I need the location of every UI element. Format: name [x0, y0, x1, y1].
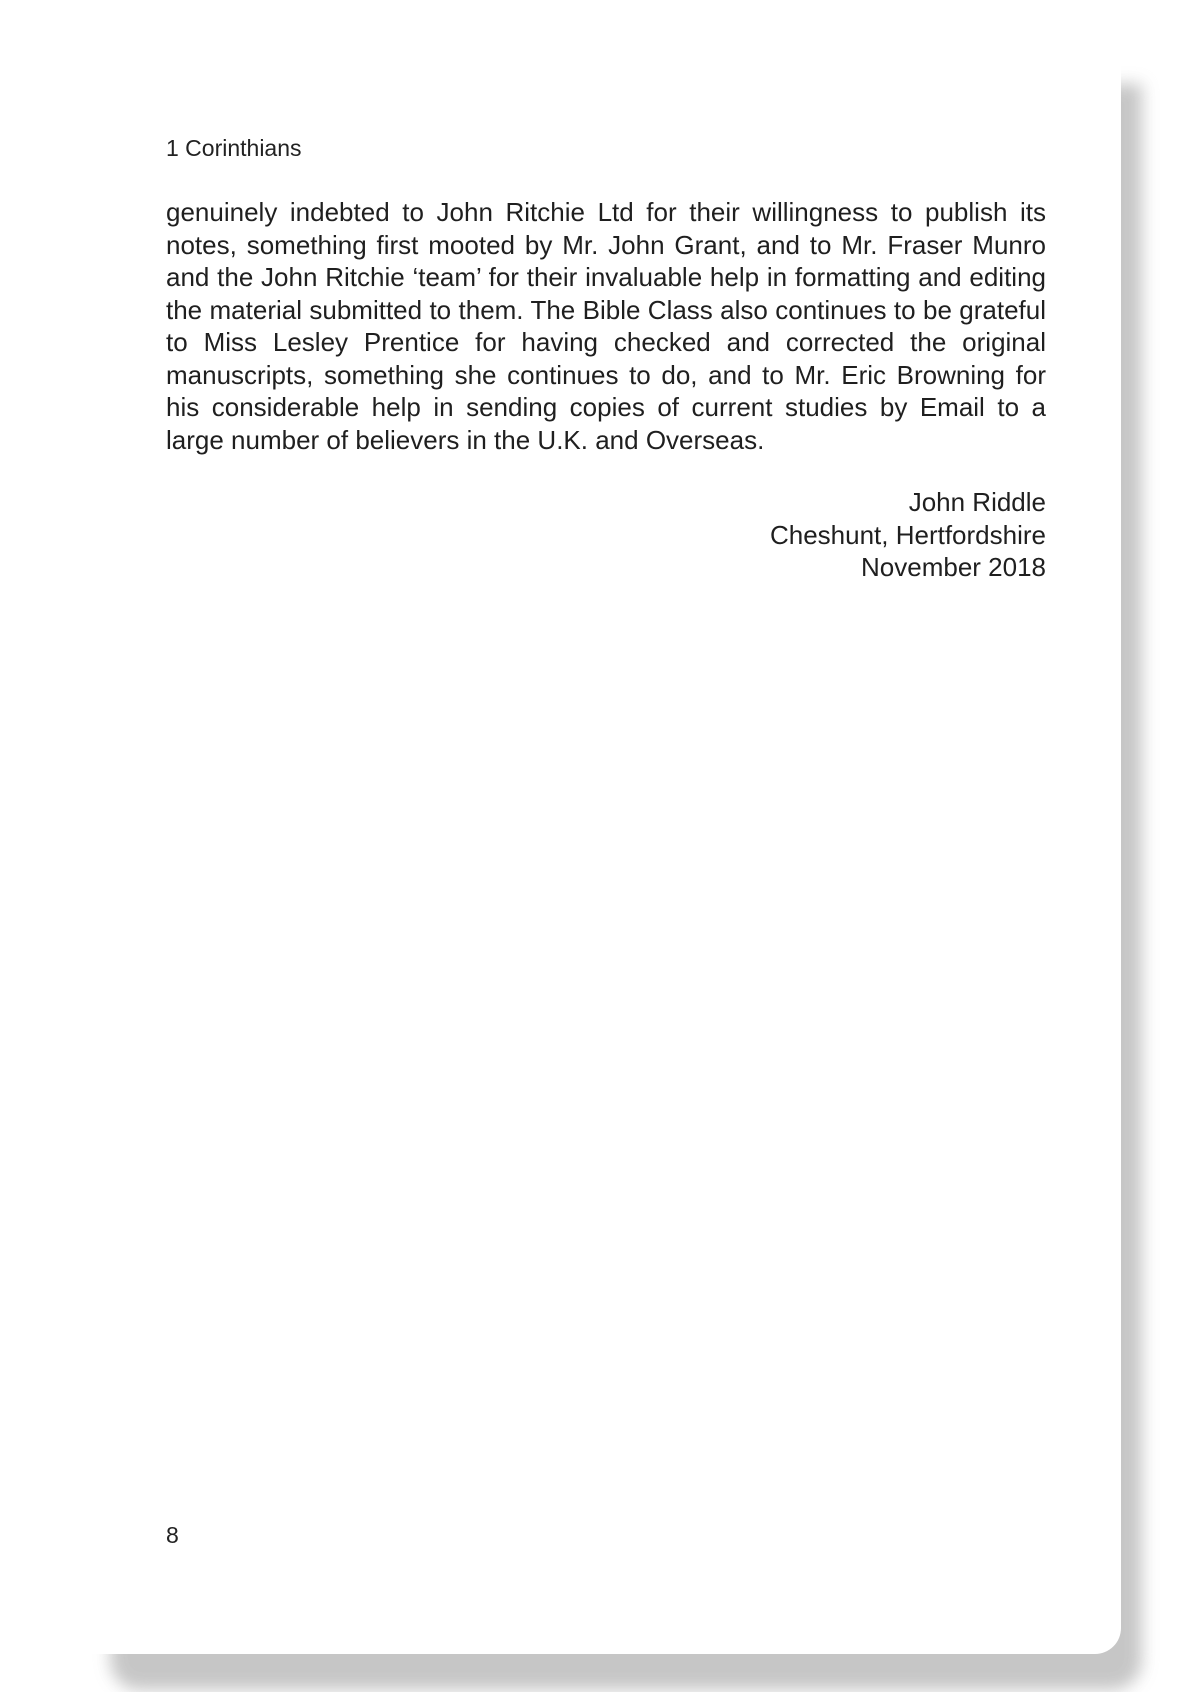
signature-name: John Riddle [908, 487, 1046, 517]
page-number: 8 [166, 1522, 179, 1548]
body-paragraph: genuinely indebted to John Ritchie Ltd for their willingness to publish its notes, something first mooted by Mr. John Grant, and to Mr. Fraser Munro and the John Ritchie ‘team’ for their invaluable help in formatting and editing the material submitted to them. The Bible Class also continues to be grateful to Miss Lesley Prentice for having checked and corrected the original manuscripts, something she continues to do, and to Mr. Eric Browning for his considerable help in sending copies of current studies by Email to a large number of believers in the U.K. and Overseas. [166, 197, 1046, 455]
signature-date: November 2018 [861, 552, 1046, 582]
signature-block [600, 486, 1046, 584]
running-header: 1 Corinthians [166, 135, 302, 161]
signature-place: Cheshunt, Hertfordshire [769, 519, 1046, 550]
